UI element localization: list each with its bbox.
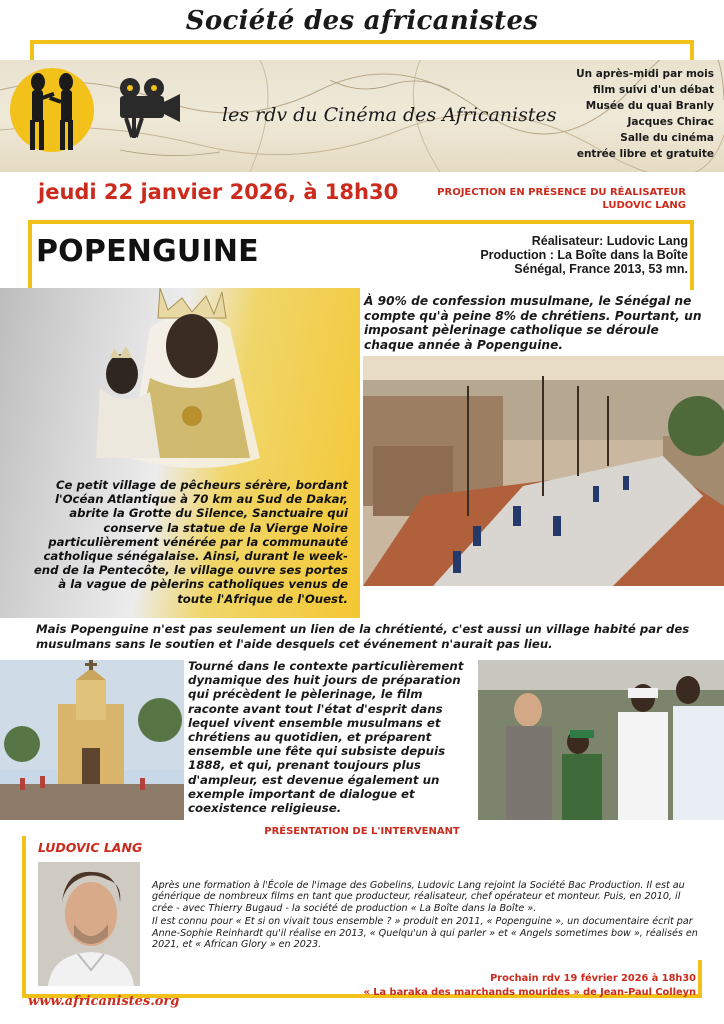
info-line: Un après-midi par mois (576, 68, 714, 80)
frame-top-line (30, 40, 694, 44)
film-description-paragraph: Tourné dans le contexte particulièrement dynamique des huit jours de préparation qui précèdent le pèlerinage, le film raconte avant tout l'état d'esprit dans lequel vivent ensemble musulmans et chrétiens au quotidien, et préparent ensemble une fête qui subsiste depuis 1888, et qui, prenant toujours plus d'ampleur, est devenue également un exemple important de dialogue et coexistence religieuse. (188, 659, 464, 816)
frame-mid-right-line (690, 220, 694, 290)
next-event-date: Prochain rdv 19 février 2026 à 18h30 (490, 973, 696, 984)
speaker-section-title: PRÉSENTATION DE L'INTERVENANT (264, 826, 460, 837)
series-title: les rdv du Cinéma des Africanistes (222, 104, 557, 126)
speaker-portrait-illustration (38, 862, 140, 986)
info-line: Salle du cinéma (620, 132, 714, 144)
frame-mid-line (28, 220, 694, 224)
pilgrimage-procession-illustration (363, 356, 724, 586)
speaker-bio (152, 880, 704, 952)
speaker-photo (38, 862, 140, 986)
event-date: jeudi 22 janvier 2026, à 18h30 (38, 180, 399, 204)
next-event-film: « La baraka des marchands mourides » de Jean-Paul Colleyn (363, 987, 696, 998)
muslim-support-paragraph: Mais Popenguine n'est pas seulement un lien de la chrétienté, c'est aussi un village habité par des musulmans sans le soutien et l'aide desquels cet événement n'aurait pas lieu. (36, 622, 690, 651)
projection-note (437, 186, 686, 212)
info-line: film suivi d'un débat (593, 84, 714, 96)
projection-line: PROJECTION EN PRÉSENCE DU RÉALISATEUR (437, 187, 686, 198)
speaker-name: LUDOVIC LANG (38, 840, 143, 855)
meeting-photo (478, 660, 724, 820)
info-block (534, 66, 714, 162)
intro-paragraph: À 90% de confession musulmane, le Sénégal ne compte qu'à peine 8% de chrétiens. Pourtant, un imposant pèlerinage catholique se déroule chaque année à Popenguine. (364, 294, 702, 352)
next-event (364, 972, 696, 1000)
film-title: POPENGUINE (36, 234, 259, 269)
film-credits (480, 234, 688, 276)
bio-paragraph: Il est connu pour « Et si on vivait tous ensemble ? » produit en 2011, « Popenguine », un documentaire écrit par Anne-Sophie Reinhardt qu'il réalise en 2013, « Quelqu'un à qui parler » et « Angels sometimes bow », réalisés en 2021, et « African Glory » en 2023. (152, 916, 698, 951)
frame-bottom-left-line (22, 836, 26, 996)
procession-photo (363, 356, 724, 586)
info-line: Musée du quai Branly (585, 100, 714, 112)
website-link[interactable]: www.africanistes.org (28, 994, 180, 1009)
projection-director: LUDOVIC LANG (602, 200, 686, 211)
frame-bottom-right-line (698, 960, 702, 998)
production-credit: Production : La Boîte dans la Boîte (480, 248, 688, 262)
info-line: Jacques Chirac (627, 116, 714, 128)
film-details: Sénégal, France 2013, 53 mn. (514, 262, 688, 276)
bio-paragraph: Après une formation à l'École de l'image des Gobelins, Ludovic Lang rejoint la Société Bac Production. Il est au générique de nombreux films en tant que producteur, réalisateur, chef opérateur et monteur. Puis, en 2010, il crée - avec Thierry Bugaud - la société de production « La Boîte dans la Boîte ». (152, 880, 685, 914)
church-photo (0, 660, 184, 820)
info-line: entrée libre et gratuite (576, 148, 714, 160)
director-credit: Réalisateur: Ludovic Lang (531, 234, 688, 248)
figures-logo-icon (16, 68, 88, 158)
frame-mid-left-line (28, 220, 32, 290)
film-camera-icon (110, 78, 188, 140)
people-meeting-illustration (478, 660, 724, 820)
village-paragraph: Ce petit village de pêcheurs sérère, bordant l'Océan Atlantique à 70 km au Sud de Dakar, abrite la Grotte du Silence, Sanctuaire qui conserve la statue de la Vierge Noire particulièrement vénérée par la communauté catholique sénégalaise. Ainsi, durant le week-end de la Pentecôte, le village ouvre ses portes à la vague de pèlerins catholiques venus de toute l'Afrique de l'Ouest. (33, 478, 348, 606)
society-title: Société des africanistes (185, 6, 539, 36)
basilica-illustration (0, 660, 184, 820)
